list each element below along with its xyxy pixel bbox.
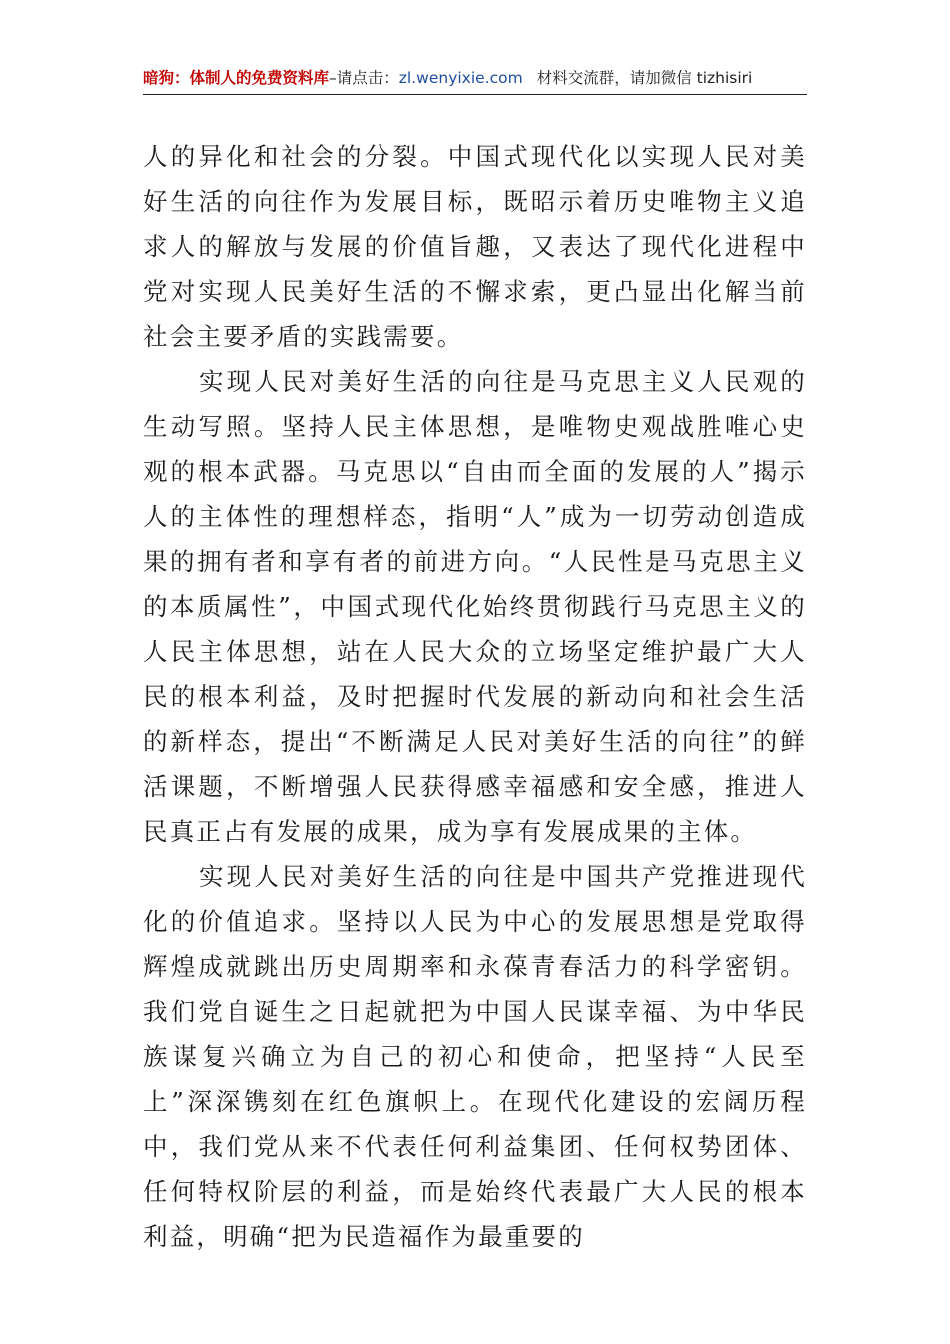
header-brand: 暗狗：体制人的免费资料库 [143, 69, 330, 87]
header-group-info: 材料交流群，请加微信 tizhisiri [536, 69, 753, 87]
paragraph-party-value-pursuit: 实现人民对美好生活的向往是中国共产党推进现代化的价值追求。坚持以人民为中心的发展思想是党取得辉煌成就跳出历史周期率和永葆青春活力的科学密钥。我们党自诞生之日起就把为中国人民谋幸福、为中华民族谋复兴确立为自己的初心和使命，把坚持“人民至上”深深镌刻在红色旗帜上。在现代化建设的宏阔历程中，我们党从来不代表任何利益集团、任何权势团体、任何特权阶层的利益，而是始终代表最广大人民的根本利益，明确“把为民造福作为最重要的 [143, 862, 807, 1251]
header-link[interactable]: zl.wenyixie.com [398, 69, 523, 87]
document-body [143, 134, 807, 1259]
header-prompt: –请点击： [329, 69, 399, 87]
paragraph-continued: 人的异化和社会的分裂。中国式现代化以实现人民对美好生活的向往作为发展目标，既昭示着历史唯物主义追求人的解放与发展的价值旨趣，又表达了现代化进程中党对实现人民美好生活的不懈求索，更凸显出化解当前社会主要矛盾的实践需要。 [143, 142, 807, 351]
paragraph-marxist-people-view: 实现人民对美好生活的向往是马克思主义人民观的生动写照。坚持人民主体思想，是唯物史观战胜唯心史观的根本武器。马克思以“自由而全面的发展的人”揭示人的主体性的理想样态，指明“人”成为一切劳动创造成果的拥有者和享有者的前进方向。“人民性是马克思主义的本质属性”，中国式现代化始终贯彻践行马克思主义的人民主体思想，站在人民大众的立场坚定维护最广大人民的根本利益，及时把握时代发展的新动向和社会生活的新样态，提出“不断满足人民对美好生活的向往”的鲜活课题，不断增强人民获得感幸福感和安全感，推进人民真正占有发展的成果，成为享有发展成果的主体。 [143, 367, 807, 846]
page-header [143, 62, 807, 95]
